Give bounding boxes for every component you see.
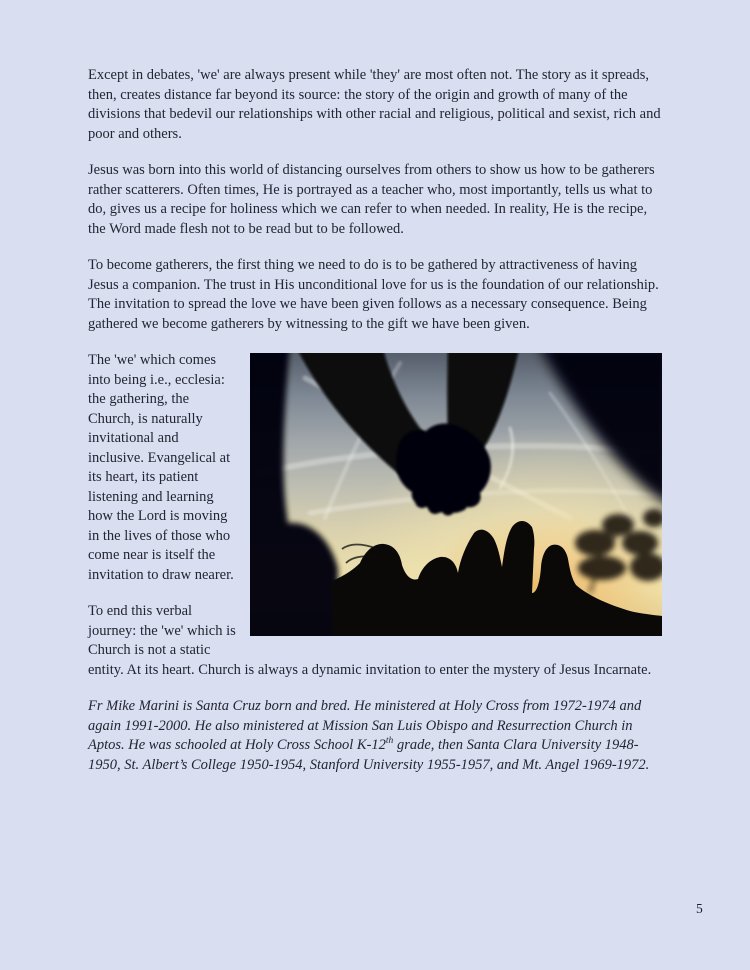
paragraph-become-gatherers: To become gatherers, the first thing we need to do is to be gathered by attractiveness of having Jesus a companion. The trust in His unconditional love for us is the foundation of our relationship. The invitation to spread the love we have been given follows as a necessary consequence. Being gathered we become gatherers by witnessing to the gift we have been given. bbox=[88, 257, 659, 332]
author-bio-text-end: grade, then Santa Clara University 1948-1950, St. Albert’s College 1950-1954, Stanford University 1955-1957, and Mt. Angel 1969-1972. bbox=[88, 737, 650, 773]
paragraph-ecclesia: The 'we' which comes into being i.e., ecclesia: the gathering, the Church, is naturally invitational and inclusive. Evangelical at its heart, its patient listening and learning how the Lord is moving in the lives of those who come near is itself the invitation to draw nearer. bbox=[88, 352, 234, 583]
paragraph-conclusion: To end this verbal journey: the 'we' which is Church is not a static entity. At its heart. Church is always a dynamic invitation to enter the mystery of Jesus Incarnate. bbox=[88, 603, 652, 678]
paragraph-intro: Except in debates, 'we' are always present while 'they' are most often not. The story as it spreads, then, creates distance far beyond its source: the story of the origin and growth of many of the divisions that bedevil our relationships with other racial and religious, political and sexist, rich and poor and others. bbox=[88, 67, 661, 142]
author-bio bbox=[88, 697, 662, 775]
photo-holding-hands-silhouette bbox=[250, 353, 662, 636]
article-body bbox=[88, 66, 662, 792]
sunset-silhouette-graphic bbox=[250, 353, 662, 636]
author-bio-text-start: Fr Mike Marini is Santa Cruz born and bred. He ministered at Holy Cross from 1972-1974 and again 1991-2000. He also ministered at Mission San Luis Obispo and Resurrection Church in Aptos. He was schooled at Holy Cross School K-12 bbox=[88, 698, 642, 753]
paragraph-jesus-born: Jesus was born into this world of distancing ourselves from others to show us how to be gatherers rather scatterers. Often times, He is portrayed as a teacher who, most importantly, tells us what to do, gives us a recipe for holiness which we can refer to when needed. In reality, He is the recipe, the Word made flesh not to be read but to be followed. bbox=[88, 162, 655, 237]
author-bio-superscript: th bbox=[385, 736, 394, 747]
page-number: 5 bbox=[696, 901, 703, 916]
